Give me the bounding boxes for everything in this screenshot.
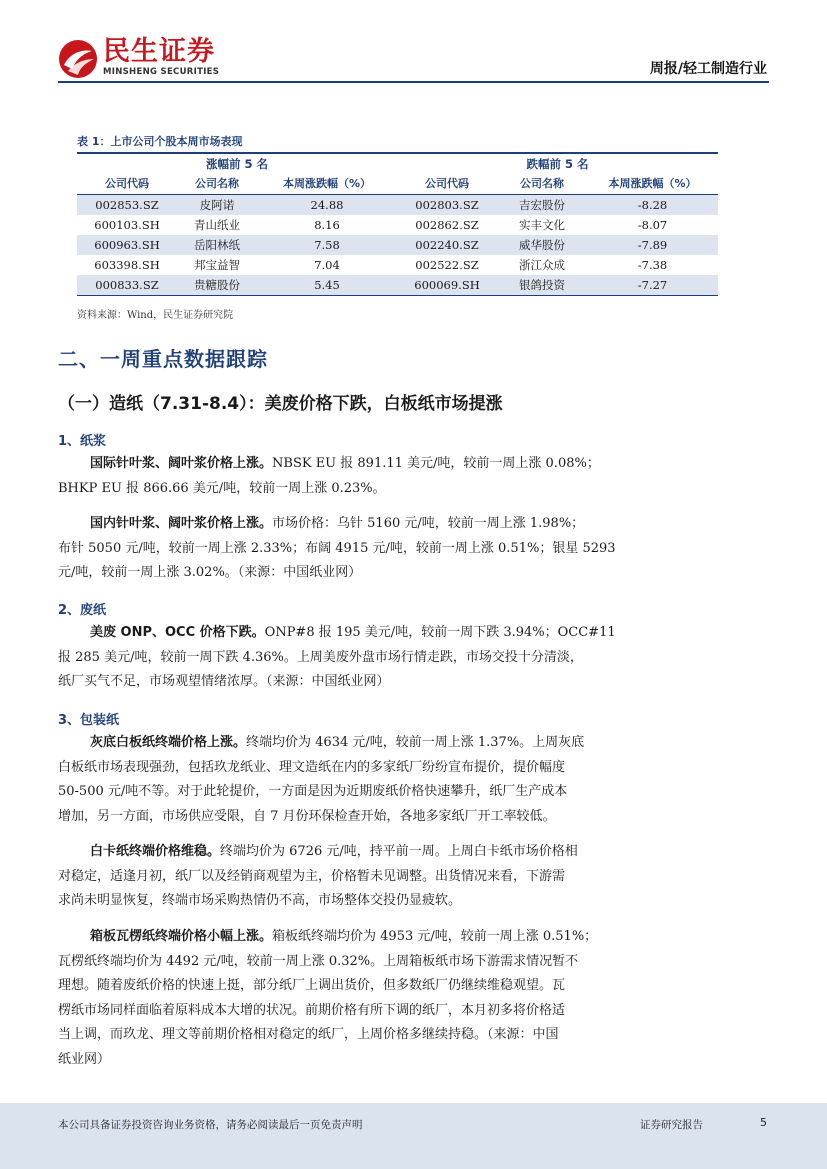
page-header	[0, 0, 827, 80]
minsheng-logo-icon	[58, 39, 98, 79]
paragraph-line: 元/吨，较前一周上涨 3.02%。（来源：中国纸业网）	[58, 565, 362, 580]
table-cell: 600069.SH	[397, 275, 497, 296]
logo-text-en: MINSHENG SECURITIES	[103, 67, 220, 77]
page-number: 5	[760, 1116, 767, 1129]
col-header: 公司代码	[77, 174, 177, 195]
table-row	[77, 235, 718, 255]
text-run: 箱板纸终端均价为 4953 元/吨，较前一周上涨 0.51%；	[272, 929, 598, 944]
heading-packaging: 3、包装纸	[58, 713, 120, 728]
paragraph-line: 纸业网）	[58, 1051, 111, 1067]
paragraph-line: 当上调，而玖龙、理文等前期价格相对稳定的纸厂，上周价格多继续持稳。（来源：中国	[58, 1027, 559, 1042]
paragraph-pulp-intl	[58, 452, 770, 501]
paragraph-line: 对稳定，适逢月初，纸厂以及经销商观望为主，价格暂未见调整。出货情况来看，下游需	[58, 868, 566, 884]
paragraph-waste-paper	[58, 621, 770, 695]
paragraph-line: 理想。随着废纸价格的快速上挺，部分纸厂上调出货价，但多数纸厂仍继续维稳观望。瓦	[58, 978, 566, 993]
table-cell: 5.45	[257, 275, 397, 296]
table-cell: 岳阳林纸	[177, 235, 257, 255]
table-cell: -7.89	[587, 235, 718, 255]
stock-performance-table	[77, 152, 718, 296]
text-run: 终端均价为 4634 元/吨，较前一周上涨 1.37%。上周灰底	[246, 735, 585, 750]
section-title: 二、一周重点数据跟踪	[58, 347, 268, 371]
col-header: 本周涨跌幅（%）	[257, 174, 397, 195]
bold-lead: 国内针叶浆、阔叶浆价格上涨。	[90, 516, 273, 531]
table-row	[77, 215, 718, 235]
section-subtitle: （一）造纸（7.31-8.4）：美废价格下跌，白板纸市场提涨	[58, 394, 503, 414]
table-cell: 贵糖股份	[177, 275, 257, 296]
logo-text-cn: 民生证券	[103, 36, 215, 67]
paragraph-line: 报 285 美元/吨，较前一周下跌 4.36%。上周美废外盘市场行情走跌，市场交投十分清淡，	[58, 649, 583, 665]
heading-pulp: 1、纸浆	[58, 434, 107, 449]
table-cell: 浙江众成	[519, 258, 565, 272]
group-top-header: 涨幅前 5 名	[77, 153, 397, 174]
table-cell: 青山纸业	[194, 218, 240, 232]
page-footer	[0, 1103, 827, 1169]
footer-disclaimer: 本公司具备证券投资咨询业务资格，请务必阅读最后一页免责声明	[58, 1119, 363, 1131]
table-cell: 24.88	[257, 195, 397, 216]
bold-lead: 灰底白板纸终端价格上涨。	[90, 735, 247, 750]
col-header: 公司代码	[397, 174, 497, 195]
heading-waste-paper: 2、废纸	[58, 603, 107, 618]
text-run: 终端均价为 6726 元/吨，持平前一周。上周白卡纸市场价格相	[220, 844, 578, 859]
table-cell: 7.58	[257, 235, 397, 255]
bold-lead: 国际针叶浆、阔叶浆价格上涨。	[90, 456, 273, 471]
table-cell: 603398.SH	[94, 258, 160, 272]
table-cell: 8.16	[314, 218, 340, 232]
paragraph-line	[58, 621, 770, 646]
table-cell: 吉宏股份	[497, 195, 587, 216]
bold-lead: 白卡纸终端价格维稳。	[90, 844, 221, 859]
paragraph-line	[58, 840, 770, 865]
table-cell: 威华股份	[497, 235, 587, 255]
paragraph-white-card	[58, 840, 770, 914]
table-cell: 002522.SZ	[415, 258, 479, 272]
table-row	[77, 275, 718, 296]
paragraph-line: 增加，另一方面，市场供应受限，自 7 月份环保检查开始，各地多家纸厂开工率较低。	[58, 808, 556, 824]
paragraph-white-board	[58, 731, 770, 829]
paragraph-line: 瓦楞纸终端均价为 4492 元/吨，较前一周上涨 0.32%。上周箱板纸市场下游需求情况暂不	[58, 953, 579, 969]
col-header: 公司名称	[497, 174, 587, 195]
table-source: 资料来源：Wind，民生证券研究院	[77, 310, 234, 321]
paragraph-line: 50-500 元/吨不等。对于此轮提价，一方面是因为近期废纸价格快速攀升，纸厂生产成本	[58, 784, 568, 799]
table-cell: 000833.SZ	[77, 275, 177, 296]
text-run: 市场价格：乌针 5160 元/吨，较前一周上涨 1.98%；	[272, 516, 585, 531]
group-bottom-header: 跌幅前 5 名	[397, 153, 718, 174]
footer-label: 证券研究报告	[640, 1119, 703, 1131]
table-cell: 002803.SZ	[397, 195, 497, 216]
table-header-row	[77, 174, 718, 195]
table-cell: 002862.SZ	[415, 218, 479, 232]
table-cell: 002240.SZ	[397, 235, 497, 255]
paragraph-line	[58, 731, 770, 756]
table-cell: -7.27	[587, 275, 718, 296]
col-header: 公司名称	[177, 174, 257, 195]
paragraph-corrugated	[58, 925, 770, 1072]
table-row	[77, 195, 718, 216]
table-cell: 002853.SZ	[77, 195, 177, 216]
report-type: 周报/轻工制造行业	[649, 61, 767, 77]
col-header: 本周涨跌幅（%）	[587, 174, 718, 195]
paragraph-line: 纸厂买气不足，市场观望情绪浓厚。（来源：中国纸业网）	[58, 674, 390, 689]
table-cell: 7.04	[314, 258, 340, 272]
table-group-row	[77, 153, 718, 174]
table-cell: -8.07	[637, 218, 668, 232]
table-cell: -7.38	[637, 258, 668, 272]
paragraph-line: BHKP EU 报 866.66 美元/吨，较前一周上涨 0.23%。	[58, 480, 386, 496]
table-cell: 600103.SH	[94, 218, 160, 232]
paragraph-line: 白板纸市场表现强劲，包括玖龙纸业、理文造纸在内的多家纸厂纷纷宣布提价，提价幅度	[58, 759, 566, 775]
paragraph-line: 楞纸市场同样面临着原料成本大增的状况。前期价格有所下调的纸厂，本月初多将价格适	[58, 1002, 566, 1018]
paragraph-line	[58, 512, 770, 537]
table-cell: 皮阿诺	[177, 195, 257, 216]
bold-lead: 箱板瓦楞纸终端价格小幅上涨。	[90, 929, 273, 944]
paragraph-pulp-domestic	[58, 512, 770, 586]
table-caption: 表 1：上市公司个股本周市场表现	[77, 135, 243, 148]
paragraph-line	[58, 452, 770, 477]
bold-lead: 美废 ONP、OCC 价格下跌。	[90, 625, 265, 640]
text-run: NBSK EU 报 891.11 美元/吨，较前一周上涨 0.08%；	[272, 456, 600, 471]
table-row	[77, 255, 718, 275]
table-cell: 600963.SH	[77, 235, 177, 255]
paragraph-line: 布针 5050 元/吨，较前一周上涨 2.33%；布阔 4915 元/吨，较前一周上涨 0.51%；银星 5293	[58, 540, 616, 556]
header-divider	[58, 81, 769, 83]
paragraph-line: 求尚未明显恢复，终端市场采购热情仍不高，市场整体交投仍显疲软。	[58, 893, 462, 908]
table-cell: 银鸽投资	[497, 275, 587, 296]
table-cell: 实丰文化	[519, 218, 565, 232]
table-cell: -8.28	[587, 195, 718, 216]
text-run: ONP#8 报 195 美元/吨，较前一周下跌 3.94%；OCC#11	[264, 625, 616, 640]
table-cell: 邦宝益智	[194, 258, 240, 272]
paragraph-line	[58, 925, 770, 950]
